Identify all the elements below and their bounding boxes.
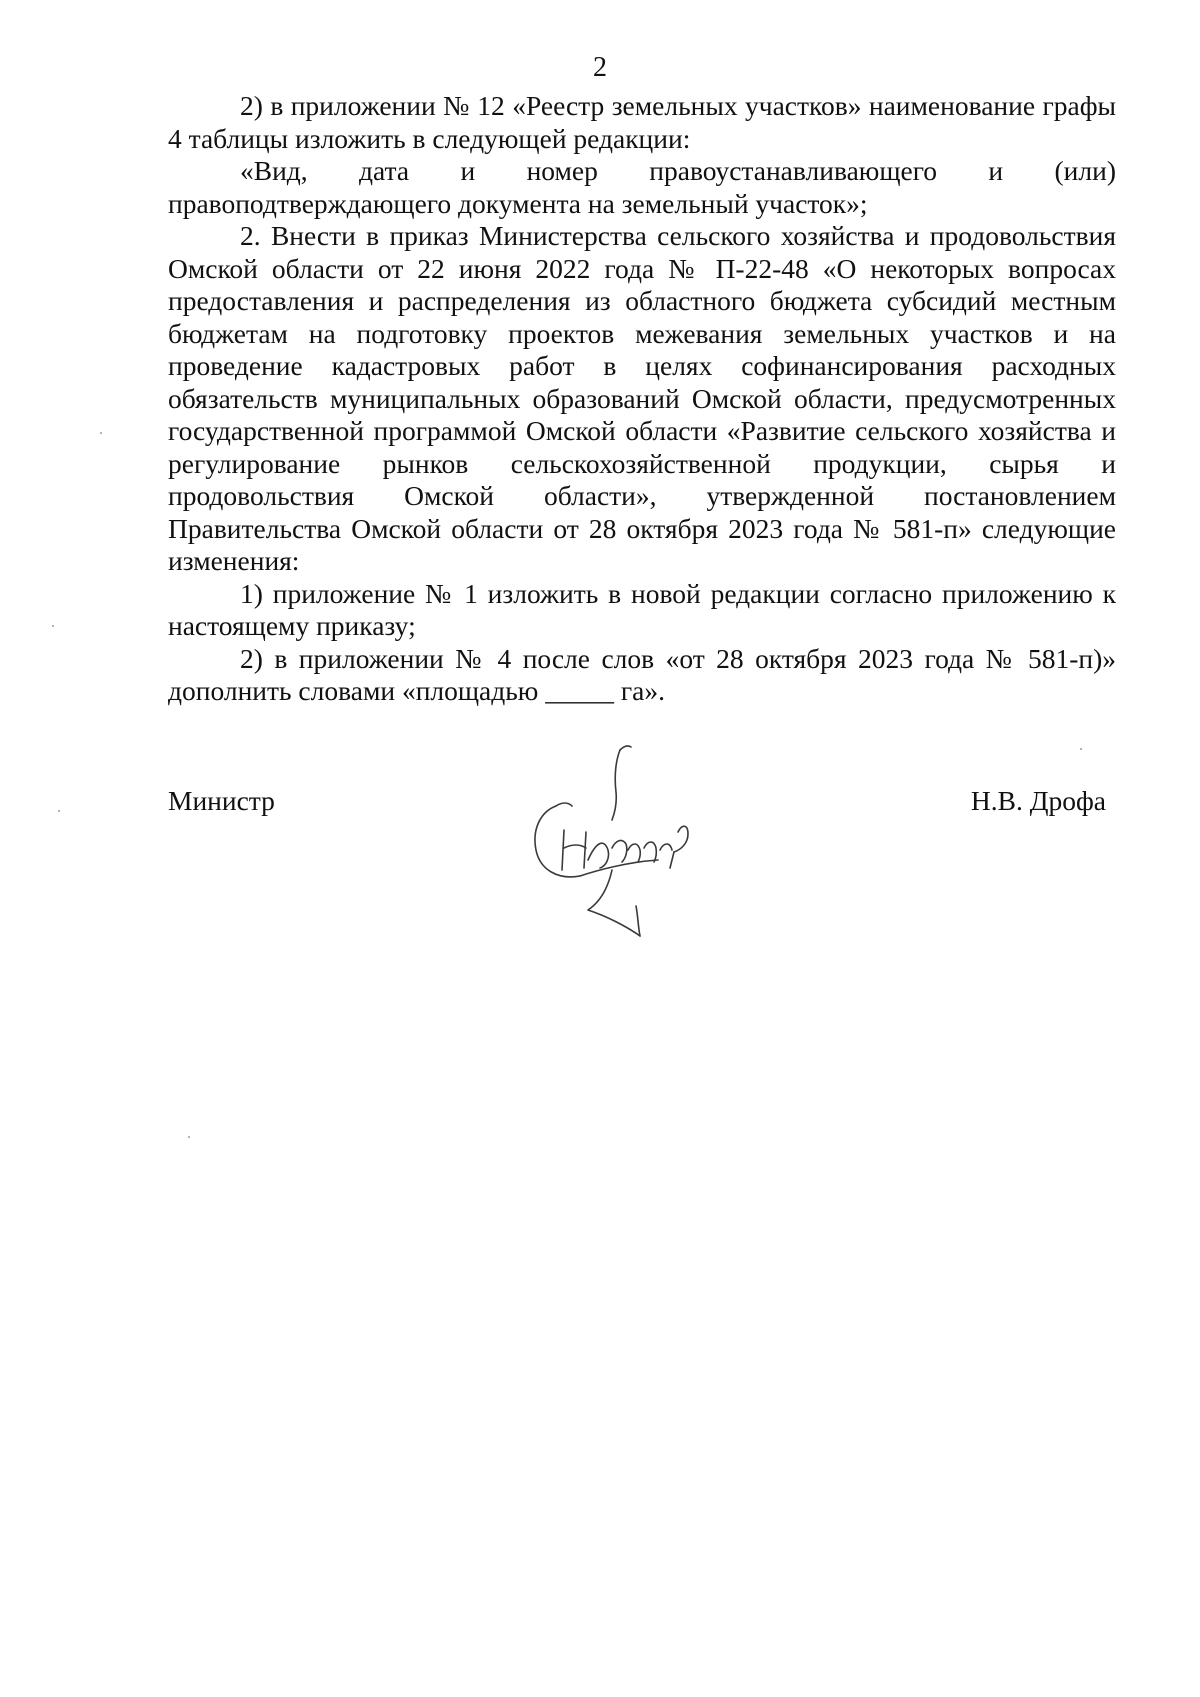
signer-title: Министр xyxy=(168,785,275,816)
signature-strokes xyxy=(535,746,688,936)
scan-speck xyxy=(52,625,54,627)
handwritten-signature xyxy=(488,720,728,950)
paragraph-annex-1-new-edition: 1) приложение № 1 изложить в новой редакции согласно приложению к настоящему приказу; xyxy=(168,577,1116,641)
signature-block xyxy=(168,770,1116,930)
paragraph-amend-order-p-22-48: 2. Внести в приказ Министерства сельского хозяйства и продовольствия Омской области от 22 июня 2022 года № П-22-48 «О некоторых вопросах предоставления и распределения из областного бюджета субсидий местным бюджетам на подготовку проектов межевания земельных участков и на проведение кадастровых работ в целях софинансирования расходных обязательств муниципальных образований Омской области, предусмотренных государственной программой Омской области «Развитие сельского хозяйства и регулирование рынков сельскохозяйственной продукции, сырья и продовольствия Омской области», утвержденной постановлением Правительства Омской области от 28 октября 2023 года № 581-п» следующие изменения: xyxy=(168,220,1116,576)
scan-speck xyxy=(188,1136,190,1138)
signer-name: Н.В. Дрофа xyxy=(970,785,1106,816)
page-number: 2 xyxy=(593,52,607,83)
scan-speck xyxy=(1080,748,1082,750)
scan-speck xyxy=(100,432,102,434)
paragraph-annex-4-addition: 2) в приложении № 4 после слов «от 28 октября 2023 года № 581-п)» дополнить словами «площадью _____ га». xyxy=(168,642,1116,706)
paragraph-amendment-annex-12: 2) в приложении № 12 «Реестр земельных участков» наименование графы 4 таблицы изложить в следующей редакции: xyxy=(168,90,1116,154)
scan-speck xyxy=(58,810,60,812)
paragraph-column-4-wording: «Вид, дата и номер правоустанавливающего и (или) правоподтверждающего документа на земельный участок»; xyxy=(168,155,1116,219)
document-body xyxy=(168,90,1116,708)
